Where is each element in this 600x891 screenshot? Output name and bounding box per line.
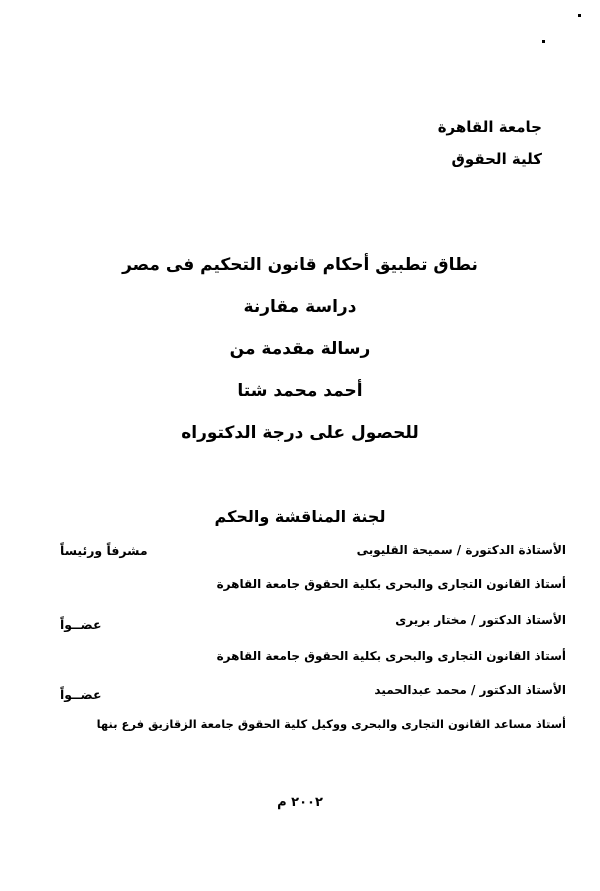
committee-member-name: الأستاذة الدكتورة / سميحة القليوبى [356, 543, 566, 557]
committee-member-role: عضــواً [60, 687, 102, 702]
university-name: جامعة القاهرة [437, 118, 542, 136]
thesis-title: نطاق تطبيق أحكام قانون التحكيم فى مصر [122, 255, 478, 275]
committee-member-position: أستاذ القانون التجارى والبحرى بكلية الحقوق جامعة القاهرة [216, 649, 566, 663]
submitted-by-label: رسالة مقدمة من [229, 339, 371, 359]
scan-speck [578, 14, 581, 17]
committee-member-position: أستاذ القانون التجارى والبحرى بكلية الحقوق جامعة القاهرة [216, 577, 566, 591]
faculty-name: كلية الحقوق [451, 150, 542, 168]
degree-statement: للحصول على درجة الدكتوراه [181, 423, 419, 443]
thesis-subtitle: دراسة مقارنة [243, 297, 357, 317]
author-name: أحمد محمد شتا [237, 381, 363, 401]
submission-date: ٢٠٠٢ م [277, 795, 323, 810]
scan-speck [542, 40, 545, 43]
committee-heading: لجنة المناقشة والحكم [214, 507, 386, 526]
committee-member-role: مشرفاً ورئيساً [60, 543, 148, 558]
committee-member-position: أستاذ مساعد القانون التجارى والبحرى ووكيل كلية الحقوق جامعة الزقازيق فرع بنها [96, 717, 566, 731]
committee-member-name: الأستاذ الدكتور / محمد عبدالحميد [374, 683, 566, 697]
committee-member-role: عضــواً [60, 617, 102, 632]
committee-member-name: الأستاذ الدكتور / مختار بريرى [395, 613, 566, 627]
